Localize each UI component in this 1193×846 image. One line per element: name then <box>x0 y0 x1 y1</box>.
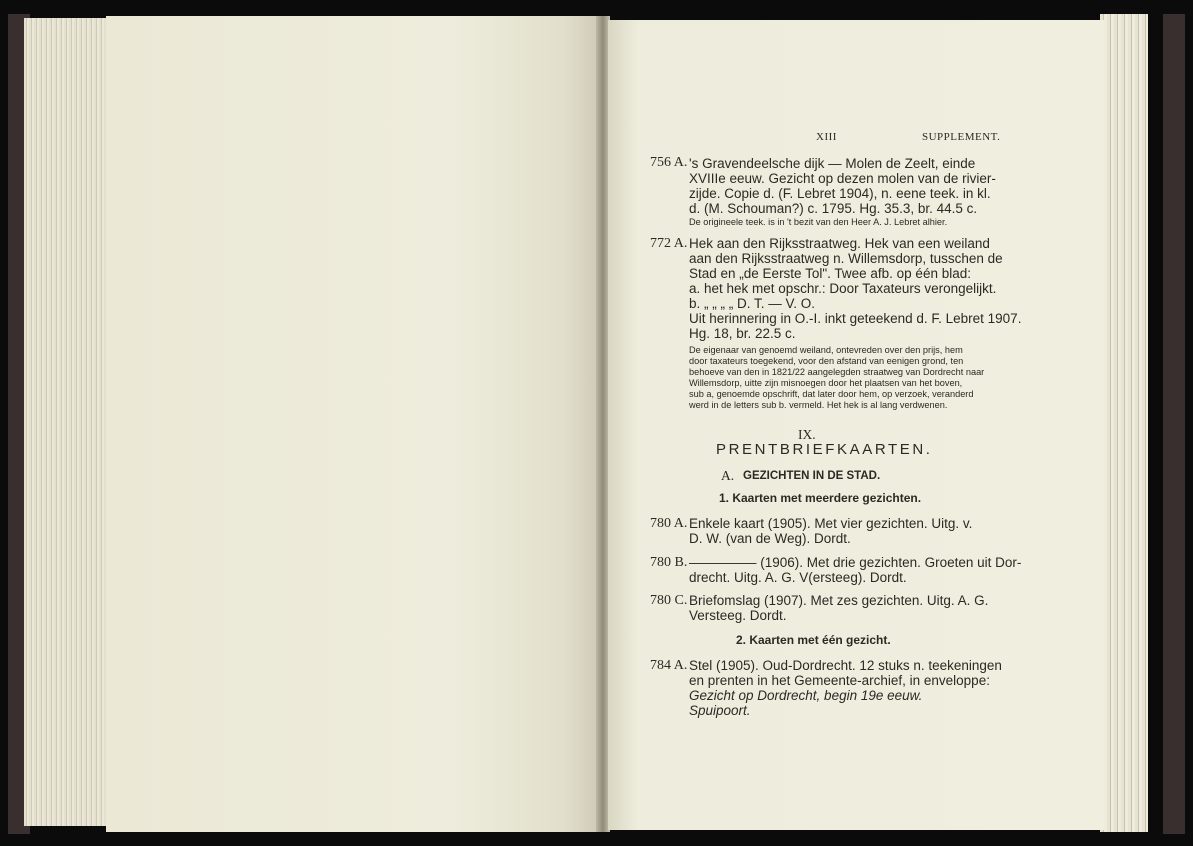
section-title: GEZICHTEN IN DE STAD. <box>743 470 881 482</box>
entry-text-line: Uit herinnering in O.-I. inkt geteekend d. F. Lebret 1907. <box>689 311 1022 326</box>
entry-number: 780 C. <box>650 593 688 608</box>
entry-text-line: Enkele kaart (1905). Met vier gezichten. Uitg. v. <box>689 516 973 531</box>
entry-note: Willemsdorp, uitte zijn misnoegen door het plaatsen van het boven, <box>689 378 963 388</box>
subsection-title: 2. Kaarten met één gezicht. <box>736 633 891 647</box>
entry-text-line: drecht. Uitg. A. G. V(ersteeg). Dordt. <box>689 570 907 585</box>
entry-text-line: aan den Rijksstraatweg n. Willemsdorp, tusschen de <box>689 251 1003 266</box>
entry-text-line: Spuipoort. <box>689 703 751 718</box>
subsection-title: 1. Kaarten met meerdere gezichten. <box>719 491 922 505</box>
running-header: SUPPLEMENT. <box>922 131 1001 143</box>
entry-text-line: d. (M. Schouman?) c. 1795. Hg. 35.3, br. 44.5 c. <box>689 201 978 216</box>
entry-number: 780 B. <box>650 555 688 570</box>
entry-number: 780 A. <box>650 516 688 531</box>
entry-text-line: Stel (1905). Oud-Dordrecht. 12 stuks n. teekeningen <box>689 658 1002 673</box>
entry-text-line: D. W. (van de Weg). Dordt. <box>689 531 851 546</box>
section-letter: A. <box>721 468 735 483</box>
entry-number: 784 A. <box>650 658 688 673</box>
entry-note: De eigenaar van genoemd weiland, ontevreden over den prijs, hem <box>689 345 963 355</box>
entry-text-line: 's Gravendeelsche dijk — Molen de Zeelt, einde <box>689 156 976 171</box>
entry-text-line: en prenten in het Gemeente-archief, in enveloppe: <box>689 673 990 688</box>
entry-text-line: XVIIIe eeuw. Gezicht op dezen molen van de rivier- <box>689 171 996 186</box>
entry-text-line: Versteeg. Dordt. <box>689 608 787 623</box>
entry-text-line: zijde. Copie d. (F. Lebret 1904), n. eene teek. in kl. <box>689 186 991 201</box>
entry-note: door taxateurs toegekend, voor den afstand van eenigen grond, ten <box>689 356 964 366</box>
entry-number: 756 A. <box>650 155 688 170</box>
entry-note: werd in de letters sub b. vermeld. Het hek is al lang verdwenen. <box>689 400 948 410</box>
chapter-numeral: IX. <box>798 427 816 442</box>
entry-text-line: ————— (1906). Met drie gezichten. Groeten uit Dor- <box>689 555 1022 570</box>
entry-note: De origineele teek. is in 't bezit van den Heer A. J. Lebret alhier. <box>689 217 948 227</box>
entry-text-line: Hek aan den Rijksstraatweg. Hek van een weiland <box>689 236 990 251</box>
entry-text-line: Gezicht op Dordrecht, begin 19e eeuw. <box>689 688 923 703</box>
entry-text-line: a. het hek met opschr.: Door Taxateurs verongelijkt. <box>689 281 997 296</box>
page-number: XIII <box>816 131 837 143</box>
entry-text-line: Briefomslag (1907). Met zes gezichten. Uitg. A. G. <box>689 593 989 608</box>
entry-note: behoeve van den in 1821/22 aangelegden straatweg van Dordrecht naar <box>689 367 985 377</box>
entry-text-line: Hg. 18, br. 22.5 c. <box>689 326 796 341</box>
entry-number: 772 A. <box>650 236 688 251</box>
entry-note: sub a, genoemde opschrift, dat later door hem, op verzoek, veranderd <box>689 389 974 399</box>
entry-text-line: Stad en „de Eerste Tol". Twee afb. op één blad: <box>689 266 971 281</box>
entry-text-line: b. „ „ „ „ D. T. — V. O. <box>689 296 816 311</box>
chapter-title: PRENTBRIEFKAARTEN. <box>716 441 933 458</box>
